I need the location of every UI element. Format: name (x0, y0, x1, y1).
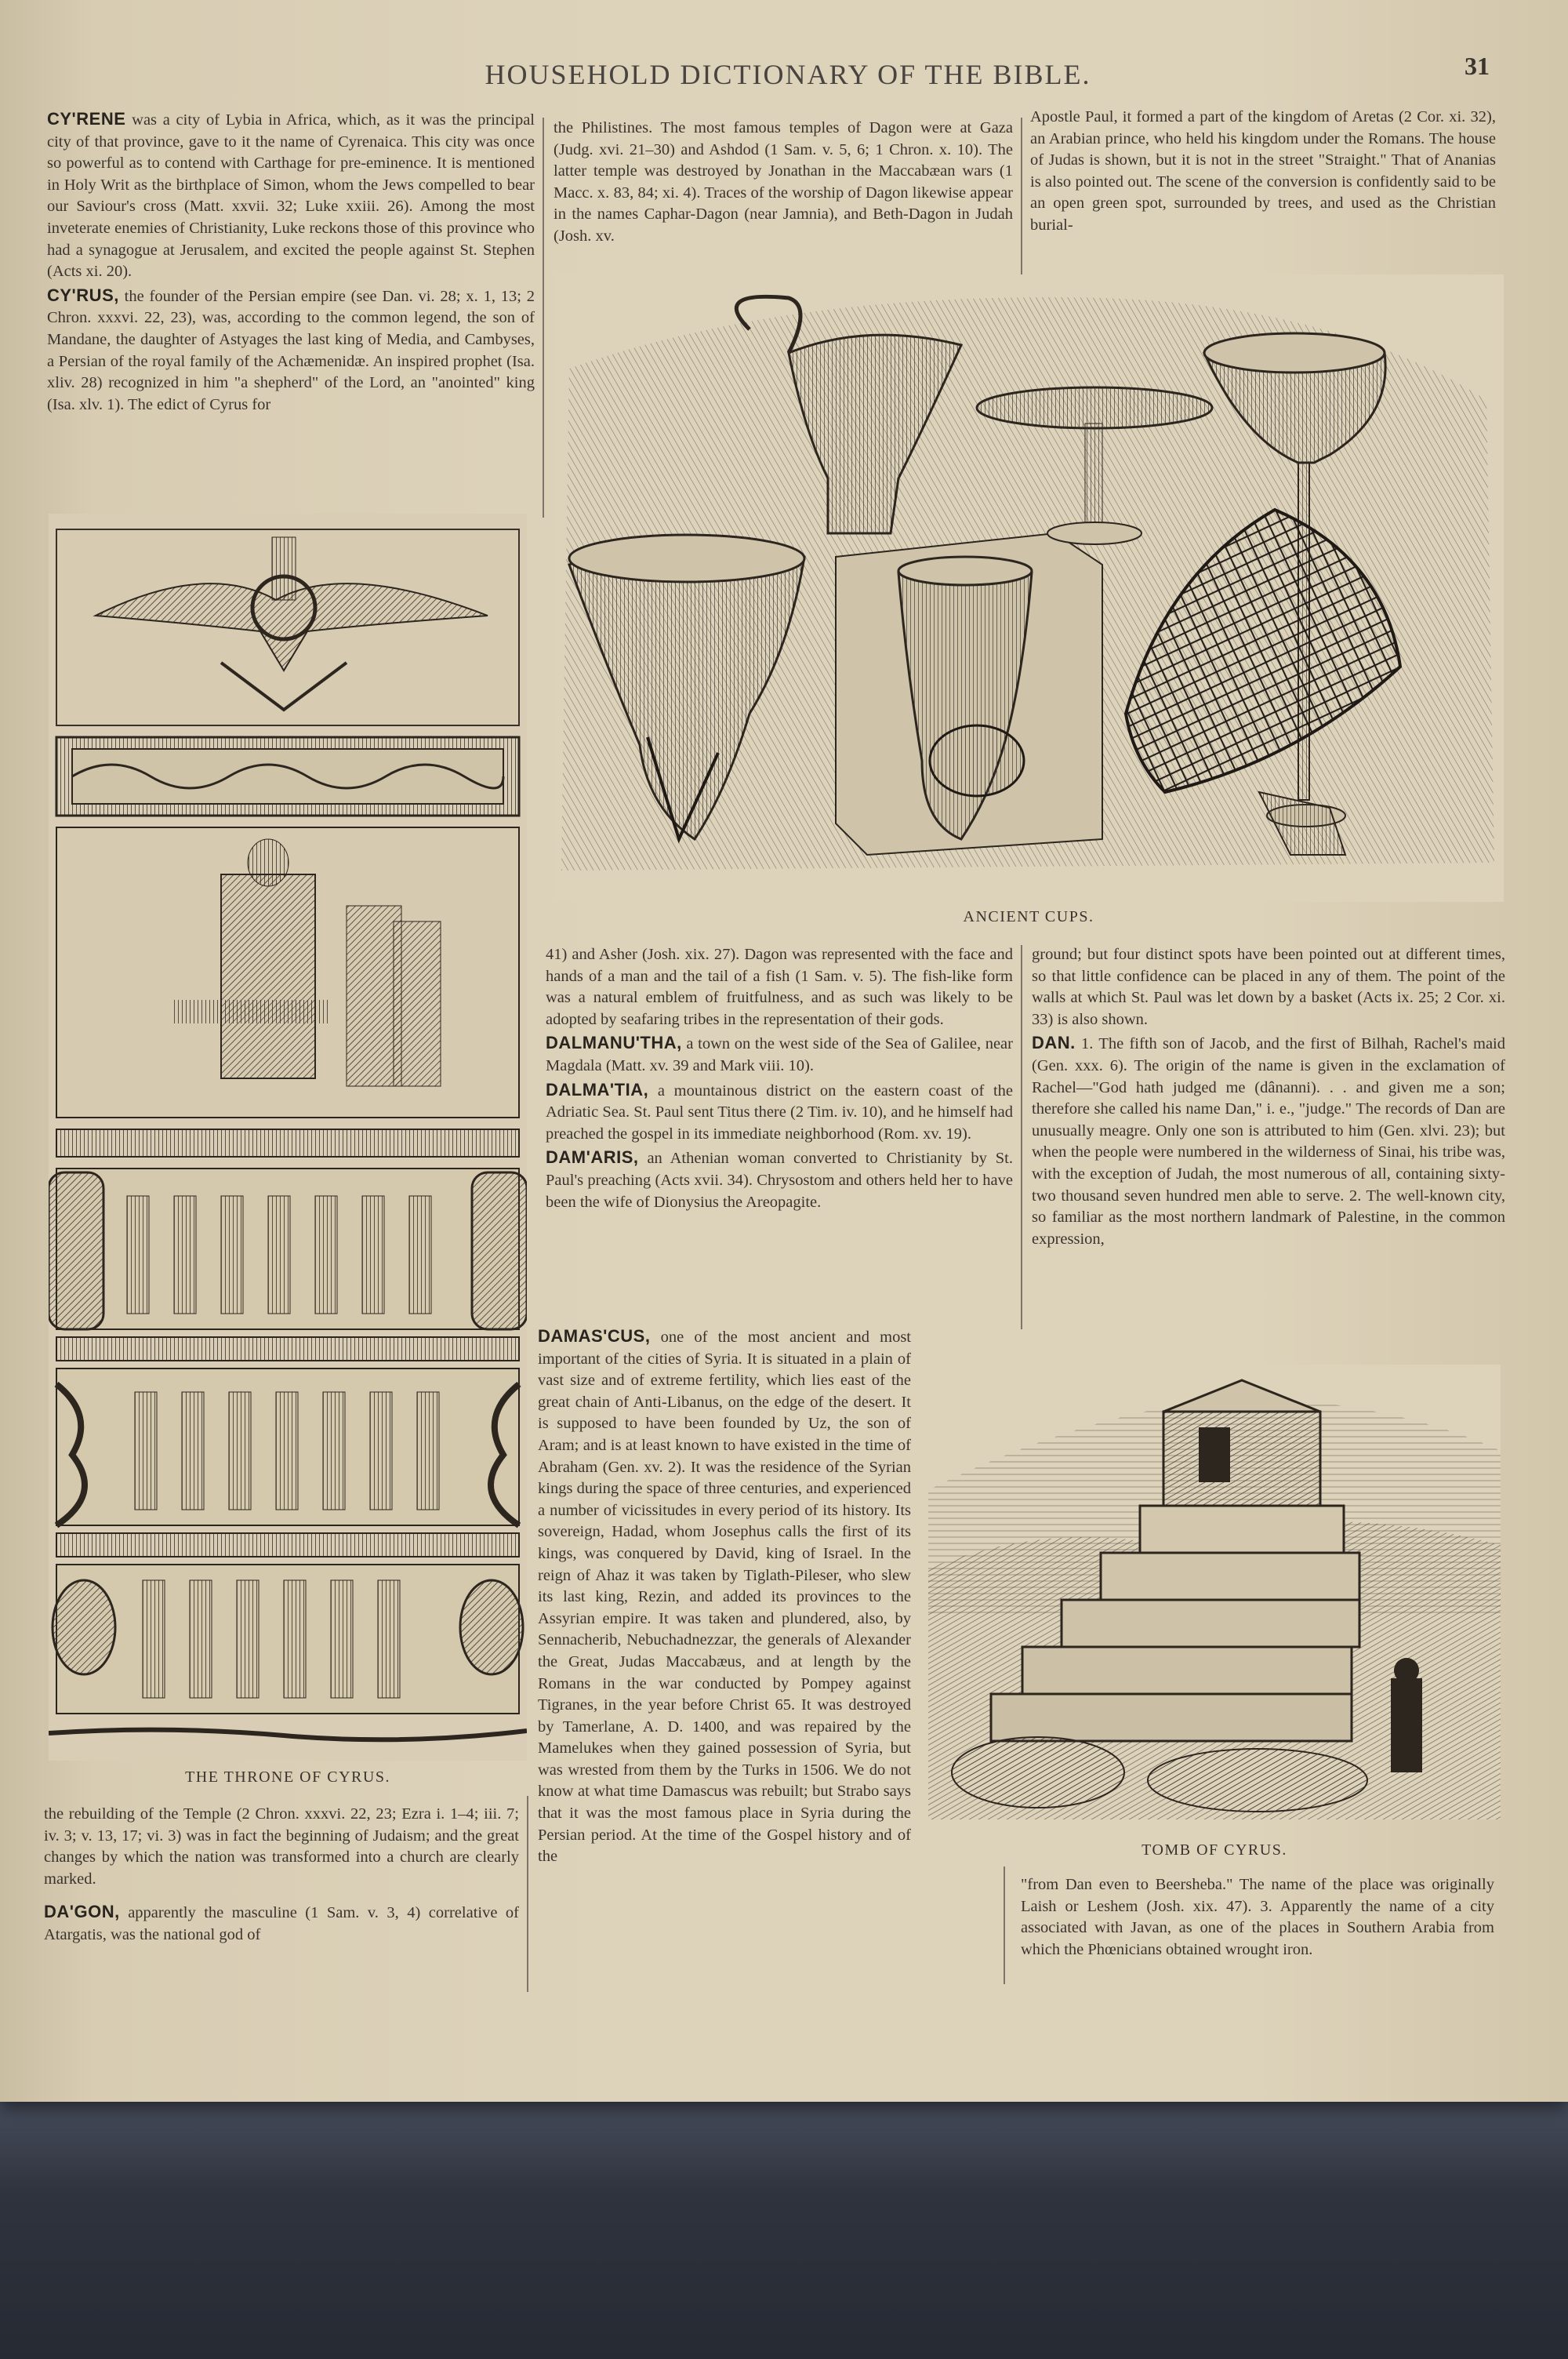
entry-dagon-continued: the Philistines. The most famous temples of Dagon were at Gaza (Judg. xvi. 21–30) and Ashdod (1 Sam. v. 5, 6; 1 Chron. x. 10). The latter temple was destroyed by Jonathan in the Maccabæan wars (1 Macc. x. 83, 84; xi. 4). Traces of the worship of Dagon likewise appear in the names Caphar-Dagon (near Jamnia), and Beth-Dagon in Judah (Josh. xv. (554, 119, 1013, 245)
running-header: HOUSEHOLD DICTIONARY OF THE BIBLE. (485, 59, 1091, 90)
headword-dan: DAN. (1032, 1033, 1076, 1053)
entry-dagon (44, 1901, 519, 1946)
entry-damaris (546, 1147, 1013, 1213)
column-3-bottom-text (1021, 1874, 1494, 1961)
headword-damaris: DAM'ARIS, (546, 1147, 639, 1168)
entry-dagon-body: apparently the masculine (1 Sam. v. 3, 4) correlative of Atargatis, was the national god of (44, 1904, 519, 1943)
column-1-top-text (47, 108, 535, 416)
entry-dalmanutha (546, 1032, 1013, 1077)
desk-background (0, 2086, 1568, 2359)
column-2-top-text (554, 118, 1013, 248)
entry-damascus-body: one of the most ancient and most important of the cities of Syria. It is situated in a plain of vast size and of extreme fertility, which lies east of the great chain of Anti-Libanus, on the edge of the desert. It is supposed to have been founded by Uz, the son of Aram; and is at least known to have existed in the time of Abraham (Gen. xv. 2). It was the residence of the Syrian kings during the space of three centuries, and experienced a number of vicissitudes in every period of its history. Its sovereign, Hadad, whom Josephus calls the first of its kings, was conquered by David, king of Israel. In the reign of Ahaz it was taken by Tiglath-Pileser, who slew its last king, Rezin, and added its provinces to the Assyrian empire. It was taken and plundered, also, by Sennacherib, Nebuchadnezzar, the generals of Alexander the Great, Judas Maccabæus, and at length by the Romans in the war conducted by Pompey against Tigranes, in the year before Christ 65. It was destroyed by Tamerlane, A. D. 1400, and was repaired by the Mamelukes when they gained possession of Syria, but was wrested from them by the Turks in 1506. We do not know at what time Damascus was rebuilt; but Strabo says that it was the most famous place in Syria during the Persian period. At the time of the Gospel history and of the (538, 1329, 911, 1866)
entry-dan (1032, 1032, 1505, 1250)
headword-cyrene: CY'RENE (47, 109, 126, 129)
entry-dan-body: 1. The fifth son of Jacob, and the first of Bilhah, Rachel's maid (Gen. xxx. 6). The origin of the name is given in the exclamation of Rachel—"God hath judged me (dânanni). . . and given me a son; therefore she called his name Dan," i. e., "judge." The records of Dan are unusually meagre. Only one son is attributed to him (Gen. xlvi. 23); but when the people were numbered in the wilderness of Sinai, his tribe was, with the exception of Judah, the most numerous of all, containing sixty-two thousand seven hundred men able to serve. 2. The well-known city, so familiar as the most northern landmark of Palestine, in the common expression, (1032, 1035, 1505, 1248)
entry-dalmatia (546, 1079, 1013, 1146)
column-rule-right-top (1021, 118, 1022, 274)
column-1-bottom-text (44, 1804, 519, 1946)
column-rule-bottom (1004, 1866, 1005, 1984)
headword-cyrus: CY'RUS, (47, 285, 119, 305)
throne-of-cyrus-illustration (49, 514, 527, 1761)
entry-damaris-body: an Athenian woman converted to Christianity by St. Paul's preaching (Acts xvii. 34). Chrysostom and others held her to have been the wife of Dionysius the Areopagite. (546, 1150, 1013, 1211)
entry-dalmatia-body: a mountainous district on the eastern coast of the Adriatic Sea. St. Paul sent Titus there (2 Tim. iv. 10), and he himself had preached the gospel in its immediate neighborhood (Rom. xv. 19). (546, 1081, 1013, 1143)
column-3-top-text (1030, 107, 1496, 237)
caption-tomb-of-cyrus: TOMB OF CYRUS. (1142, 1841, 1287, 1859)
column-2-middle-text (546, 944, 1013, 1213)
entry-cyrene-body: was a city of Lybia in Africa, which, as it was the principal city of that province, gave to it the name of Cyrenaica. This city was once so powerful as to contend with Carthage for pre-eminence. It is mentioned in Holy Writ as the birthplace of Simon, whom the Jews compelled to bear our Saviour's cross (Matt. xxvii. 32; Luke xxiii. 26). Among the most inveterate enemies of Christianity, Luke reckons those of this province who had a synagogue at Jerusalem, and excited the people against St. Stephen (Acts xi. 20). (47, 111, 535, 281)
entry-dan-end: "from Dan even to Beersheba." The name of the place was originally Laish or Leshem (Josh. xix. 47). 3. Apparently the name of a city associated with Javan, as one of the places in Southern Arabia from which the Phœnicians obtained wrought iron. (1021, 1876, 1494, 1958)
headword-dalmatia: DALMA'TIA, (546, 1079, 649, 1100)
tomb-of-cyrus-illustration (928, 1365, 1501, 1819)
caption-throne-of-cyrus: THE THRONE OF CYRUS. (185, 1768, 390, 1786)
page-number: 31 (1465, 52, 1490, 80)
entry-damascus-end: ground; but four distinct spots have been pointed out at different times, so that little confidence can be placed in any of them. The point of the walls at which St. Paul was let down by a basket (Acts ix. 25; 2 Cor. xi. 33) is also shown. (1032, 946, 1505, 1028)
column-rule-left-top (543, 118, 544, 518)
entry-dagon-end: 41) and Asher (Josh. xix. 27). Dagon was represented with the face and hands of a man and the tail of a fish (1 Sam. v. 5). The fish-like form was a natural emblem of fruitfulness, and as such was likely to be adopted by seafaring tribes in the representation of their gods. (546, 946, 1013, 1028)
entry-dalmanutha-body: a town on the west side of the Sea of Galilee, near Magdala (Matt. xv. 39 and Mark viii. 10). (546, 1035, 1013, 1074)
headword-dagon: DA'GON, (44, 1902, 120, 1922)
entry-damascus-continued-top: Apostle Paul, it formed a part of the kingdom of Aretas (2 Cor. xi. 32), an Arabian prince, who held his kingdom under the Romans. The house of Judas is shown, but it is not in the street "Straight." That of Ananias is also pointed out. The scene of the conversion is confidently said to be an open green spot, surrounded by trees, and used as the Christian burial- (1030, 108, 1496, 234)
column-rule-left-bottom (527, 1796, 528, 1992)
headword-damascus: DAMAS'CUS, (538, 1326, 651, 1346)
entry-cyrus-body: the founder of the Persian empire (see Dan. vi. 28; x. 1, 13; 2 Chron. xxxvi. 22, 23), was, according to the common legend, the son of Mandane, the daughter of Astyages the last king of Media, and Cambyses, a Persian of the royal family of the Achæmenidæ. An inspired prophet (Isa. xliv. 28) recognized in him "a shepherd" of the Lord, an "anointed" king (Isa. xlv. 1). The edict of Cyrus for (47, 287, 535, 413)
entry-damascus (538, 1325, 911, 1868)
ancient-cups-illustration (554, 274, 1504, 902)
entry-cyrus-end: the rebuilding of the Temple (2 Chron. xxxvi. 22, 23; Ezra i. 1–4; iii. 7; iv. 3; v. 13, 17; vi. 3) was in fact the beginning of Judaism; and the great changes by which the nation was transformed into a church are clearly marked. (44, 1805, 519, 1888)
column-2-damascus-text (538, 1325, 911, 1868)
headword-dalmanutha: DALMANU'THA, (546, 1033, 682, 1053)
column-3-middle-text (1032, 944, 1505, 1250)
caption-ancient-cups: ANCIENT CUPS. (963, 908, 1094, 925)
entry-cyrene (47, 108, 535, 283)
column-rule-mid (1021, 945, 1022, 1329)
entry-cyrus (47, 285, 535, 416)
